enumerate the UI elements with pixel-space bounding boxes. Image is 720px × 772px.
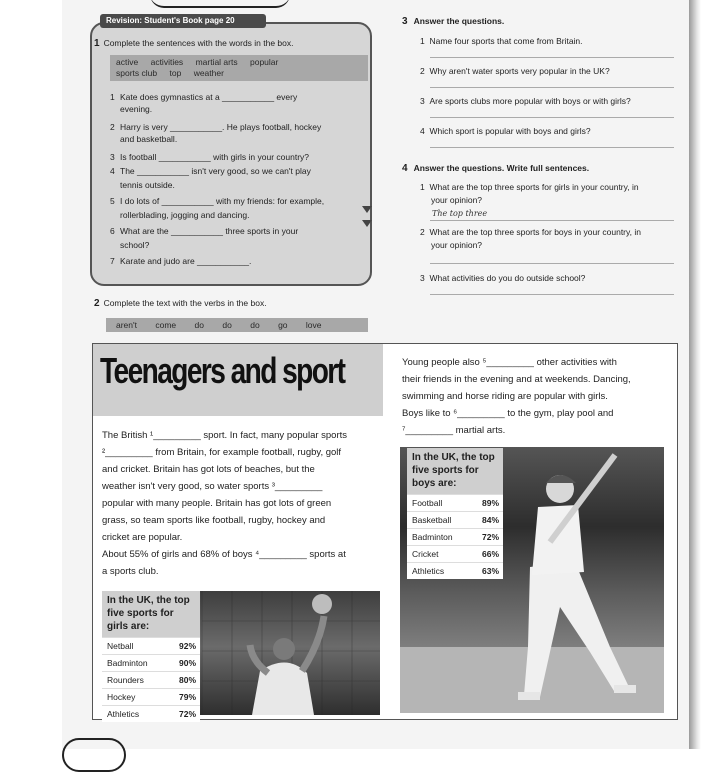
verb: do	[194, 320, 205, 330]
q4-instruction: Answer the questions. Write full sentences.	[413, 163, 590, 173]
q4-item: 3 What activities do you do outside school?	[420, 273, 586, 283]
down-arrow-icon	[362, 220, 372, 227]
table-row: Basketball 84%	[407, 511, 503, 528]
q1-number: 1	[94, 38, 100, 49]
revision-badge: Revision: Student's Book page 20	[100, 14, 266, 28]
q3-number: 3	[402, 16, 408, 27]
down-arrow-icon	[362, 206, 372, 213]
q1-item: 6 What are the ___________ three sports in your	[110, 226, 299, 236]
q1-instruction: Complete the sentences with the words in the box.	[103, 38, 294, 48]
answer-line[interactable]	[430, 57, 674, 58]
boys-sports-table	[407, 448, 503, 579]
table-row: Badminton 72%	[407, 528, 503, 545]
word: popular	[249, 57, 279, 67]
answer-line[interactable]	[430, 220, 674, 221]
q3-item: 4 Which sport is popular with boys and girls?	[420, 126, 591, 136]
verb: come	[155, 320, 177, 330]
answer-line[interactable]	[430, 117, 674, 118]
table-row: Cricket 66%	[407, 545, 503, 562]
word: top	[169, 68, 182, 78]
answer-line[interactable]	[430, 294, 674, 295]
verb: aren't	[116, 320, 137, 330]
q3-instruction: Answer the questions.	[413, 16, 505, 26]
q4-item-cont: your opinion?	[431, 195, 483, 205]
boys-table-heading: In the UK, the top five sports for boys are:	[407, 448, 503, 494]
table-row: Athletics 72%	[102, 705, 200, 722]
q3-heading	[402, 15, 504, 28]
q1-item: 4 The ___________ isn't very good, so we can't play	[110, 166, 311, 176]
q1-item: 3 Is football ___________ with girls in your country?	[110, 152, 310, 162]
q4-number: 4	[402, 163, 408, 174]
word: martial arts	[195, 57, 238, 67]
table-row: Netball 92%	[102, 637, 200, 654]
q3-item: 3 Are sports clubs more popular with boys or with girls?	[420, 96, 631, 106]
verb: love	[305, 320, 322, 330]
q4-item: 1 What are the top three sports for girls in your country, in	[420, 182, 639, 192]
word-box-line-2	[116, 68, 362, 79]
q2-instruction: Complete the text with the verbs in the box.	[103, 298, 267, 308]
girls-table-heading: In the UK, the top five sports for girls are:	[102, 591, 200, 637]
q2-number: 2	[94, 298, 100, 309]
q1-item: 2 Harry is very ___________. He plays football, hockey	[110, 122, 322, 132]
bottom-decoration	[62, 738, 126, 772]
q1-item: evening.	[120, 104, 153, 114]
q4-item: 2 What are the top three sports for boys in your country, in	[420, 227, 641, 237]
q3-item: 1 Name four sports that come from Britain.	[420, 36, 583, 46]
table-row: Football 89%	[407, 494, 503, 511]
q4-heading	[402, 162, 589, 175]
page-edge-shadow	[689, 0, 701, 749]
verb: do	[222, 320, 232, 330]
word: weather	[193, 68, 224, 78]
handwritten-answer: The top three	[432, 209, 488, 218]
q4-item-cont: your opinion?	[431, 240, 483, 250]
q1-heading	[94, 37, 294, 50]
table-row: Athletics 63%	[407, 562, 503, 579]
q2-heading	[94, 297, 267, 310]
q1-item: 1 Kate does gymnastics at a ___________ every	[110, 92, 298, 102]
word-box-line-1	[116, 57, 362, 68]
article-title: Teenagers and sport	[100, 350, 345, 391]
verb: go	[278, 320, 288, 330]
article-right-paragraph: Young people also ⁵_________ other activities with their friends in the evening and at weekends. Dancing, swimming and horse riding are popular with girls. Boys like to ⁶_________ to the gym, play pool and ⁷_________ martial arts.	[402, 357, 631, 436]
q1-item: tennis outside.	[120, 180, 175, 190]
q1-item: 5 I do lots of ___________ with my friends: for example,	[110, 196, 325, 206]
q3-item: 2 Why aren't water sports very popular in the UK?	[420, 66, 610, 76]
word: sports club	[116, 68, 158, 78]
q1-item: 7 Karate and judo are ___________.	[110, 256, 252, 266]
answer-line[interactable]	[430, 263, 674, 264]
word: activities	[150, 57, 184, 67]
answer-line[interactable]	[430, 147, 674, 148]
answer-line[interactable]	[430, 87, 674, 88]
q1-word-box	[110, 55, 368, 81]
table-row: Rounders 80%	[102, 671, 200, 688]
verb: do	[250, 320, 260, 330]
girls-sports-table	[102, 591, 200, 722]
table-row: Badminton 90%	[102, 654, 200, 671]
article-left-paragraph: The British ¹_________ sport. In fact, many popular sports ²_________ from Britain, for example football, rugby, golf and cricket. Britain has got lots of beaches, but the weather isn't very good, so water sports ³_________ popular with many people. Britain has got lots of green grass, so team sports like football, rugby, hockey and cricket are popular. About 55% of girls and 68% of boys ⁴_________ sports at a sports club.	[102, 430, 348, 577]
q1-item: school?	[120, 240, 150, 250]
table-row: Hockey 79%	[102, 688, 200, 705]
word: active	[116, 57, 139, 67]
q2-verb-box	[106, 318, 368, 332]
q1-item: rollerblading, jogging and dancing.	[120, 210, 250, 220]
q1-item: and basketball.	[120, 134, 178, 144]
top-decoration	[150, 0, 290, 8]
